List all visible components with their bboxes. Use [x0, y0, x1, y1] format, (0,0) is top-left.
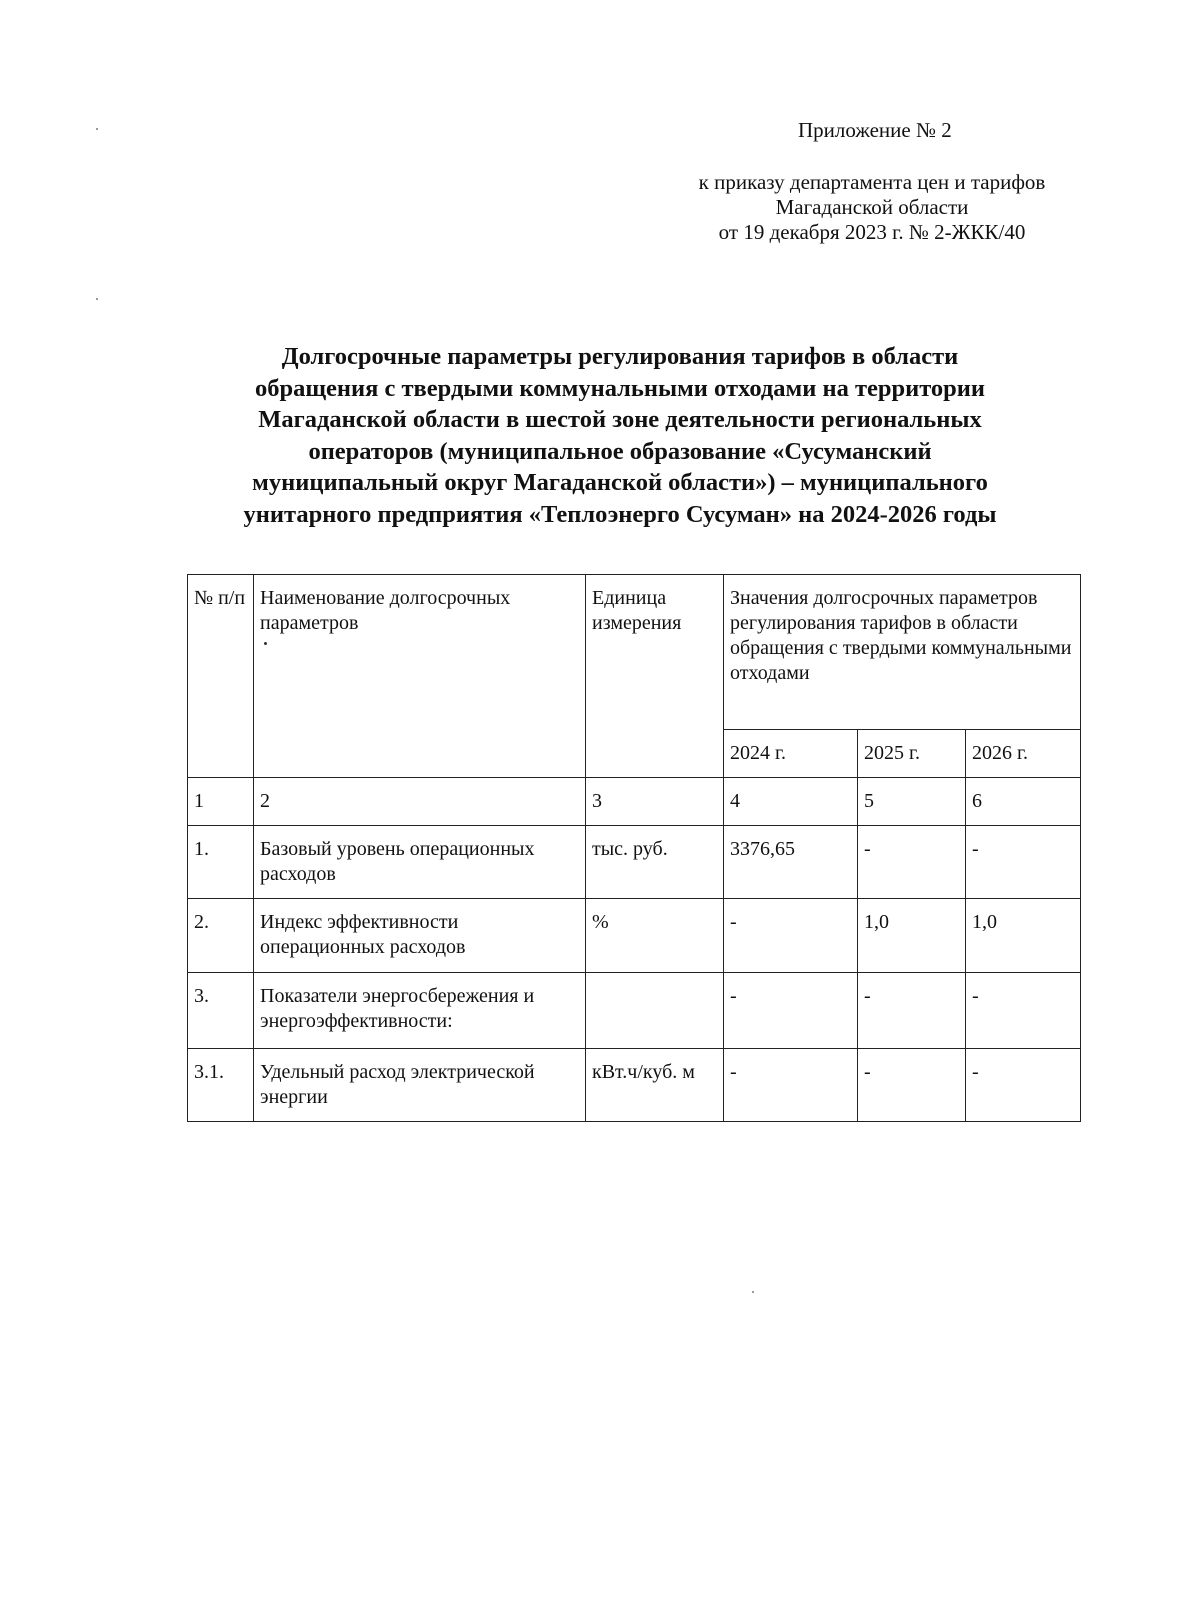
row-num-cell: 1.	[188, 826, 254, 899]
header-cell-unit: Единица измерения	[586, 575, 724, 778]
title-line: унитарного предприятия «Теплоэнерго Сусуман» на 2024-2026 годы	[243, 500, 997, 528]
row-value-2026: -	[966, 1049, 1081, 1122]
row-unit-cell: тыс. руб.	[586, 826, 724, 899]
row-value-2024: -	[724, 973, 858, 1049]
row-value-2026: 1,0	[966, 899, 1081, 973]
row-value-2025: -	[858, 1049, 966, 1122]
header-cell-year: 2024 г.	[724, 730, 858, 778]
row-value-2025: -	[858, 973, 966, 1049]
scan-speck	[96, 128, 98, 130]
column-number-cell: 4	[724, 778, 858, 826]
row-value-2025: 1,0	[858, 899, 966, 973]
row-unit-cell: %	[586, 899, 724, 973]
title-line: обращения с твердыми коммунальными отходами на территории	[254, 374, 986, 402]
row-name-cell: Индекс эффективности операционных расходов	[254, 899, 586, 973]
header-cell-name: Наименование долгосрочных параметров	[254, 575, 586, 778]
column-numbers-row	[188, 778, 1081, 826]
row-unit-cell	[586, 973, 724, 1049]
header-cell-num: № п/п	[188, 575, 254, 778]
row-name-cell: Показатели энергосбережения и энергоэффективности:	[254, 973, 586, 1049]
document-title	[150, 341, 1090, 530]
table-row	[188, 973, 1081, 1049]
scan-speck	[752, 1291, 754, 1293]
row-name-cell: Базовый уровень операционных расходов	[254, 826, 586, 899]
column-number-cell: 2	[254, 778, 586, 826]
appendix-label: Приложение № 2	[798, 118, 952, 142]
row-name-cell: Удельный расход электрической энергии	[254, 1049, 586, 1122]
order-reference-line: от 19 декабря 2023 г. № 2-ЖКК/40	[718, 220, 1026, 244]
header-cell-values: Значения долгосрочных параметров регулирования тарифов в области обращения с твердыми коммунальными отходами	[724, 575, 1081, 730]
row-num-cell: 3.	[188, 973, 254, 1049]
row-unit-cell: кВт.ч/куб. м	[586, 1049, 724, 1122]
title-line: Магаданской области в шестой зоне деятельности региональных	[258, 406, 982, 433]
row-value-2024: -	[724, 1049, 858, 1122]
row-value-2025: -	[858, 826, 966, 899]
order-reference	[672, 170, 1072, 245]
column-number-cell: 1	[188, 778, 254, 826]
parameters-table	[187, 574, 1081, 1122]
header-cell-year: 2026 г.	[966, 730, 1081, 778]
column-number-cell: 3	[586, 778, 724, 826]
header-cell-year: 2025 г.	[858, 730, 966, 778]
row-value-2024: -	[724, 899, 858, 973]
table-row	[188, 1049, 1081, 1122]
row-num-cell: 2.	[188, 899, 254, 973]
column-number-cell: 5	[858, 778, 966, 826]
row-value-2026: -	[966, 826, 1081, 899]
order-reference-line: к приказу департамента цен и тарифов	[698, 170, 1046, 194]
title-line: Долгосрочные параметры регулирования тарифов в области	[281, 343, 959, 370]
row-num-cell: 3.1.	[188, 1049, 254, 1122]
table-row	[188, 899, 1081, 973]
order-reference-line: Магаданской области	[775, 195, 969, 219]
column-number-cell: 6	[966, 778, 1081, 826]
table-header-row	[188, 575, 1081, 730]
table-row	[188, 826, 1081, 899]
title-line: операторов (муниципальное образование «Сусуманский	[308, 437, 932, 465]
row-value-2026: -	[966, 973, 1081, 1049]
scan-speck	[96, 298, 98, 300]
row-value-2024: 3376,65	[724, 826, 858, 899]
scan-dot	[264, 642, 267, 645]
title-line: муниципальный округ Магаданской области») – муниципального	[252, 469, 988, 496]
